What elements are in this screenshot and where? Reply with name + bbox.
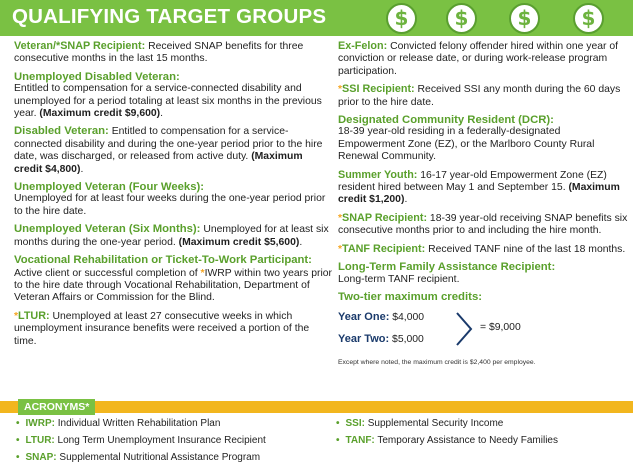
acronym-definition: Supplemental Nutritional Assistance Program: [56, 452, 261, 463]
year-one-value: $4,000: [389, 312, 425, 324]
group-label: LTUR:: [18, 309, 50, 322]
group-description: Entitled to compensation for a service-connected disability and unemployed for a period totaling at least six months in the previous year.: [14, 83, 322, 120]
asterisk-marker: *: [338, 84, 343, 96]
acronym-term: SSI:: [345, 418, 365, 429]
acronym-item: [16, 435, 266, 447]
group-ssi-recipient: [338, 83, 628, 109]
acronym-term: SNAP:: [25, 452, 57, 463]
acronym-item: [336, 418, 558, 430]
group-unemployed-veteran-four-weeks: [14, 181, 332, 218]
group-label: SSI Recipient:: [342, 83, 415, 96]
group-label: Veteran/*SNAP Recipient:: [14, 40, 146, 52]
group-label: SNAP Recipient:: [342, 211, 428, 224]
dollar-coin-icon: $: [386, 3, 417, 34]
acronym-item: [16, 418, 266, 430]
two-tier-credits: [338, 309, 628, 353]
group-label: Designated Community Resident (DCR):: [338, 114, 554, 127]
group-dcr: [338, 114, 628, 164]
group-label: Disabled Veteran:: [14, 125, 109, 138]
group-unemployed-veteran-six-months: [14, 223, 332, 249]
bullet-icon: •: [336, 418, 340, 429]
group-label: Summer Youth:: [338, 168, 418, 181]
acronyms-title: ACRONYMS*: [18, 399, 95, 415]
acronym-definition: Individual Written Rehabilitation Plan: [54, 418, 221, 429]
max-credit: (Maximum credit $4,800): [14, 151, 303, 175]
punctuation: .: [404, 194, 408, 206]
asterisk-marker: *: [200, 267, 205, 279]
group-description: Received SSI any month during the 60 days prior to the hire date.: [338, 84, 621, 108]
group-description: IWRP within two years prior to the hire date through Vocational Rehabilitation, Department of Veteran Affairs or Commission for the Blind.: [14, 267, 333, 304]
footnote: Except where noted, the maximum credit is $2,400 per employee.: [338, 359, 536, 367]
acronym-term: TANF:: [345, 435, 375, 446]
acronym-term: LTUR:: [25, 435, 55, 446]
max-credit: (Maximum credit $1,200): [338, 182, 620, 206]
group-description: Entitled to compensation for a service-connected disability and during the one-year period prior to the hire date, was discharged, or released from active duty.: [14, 126, 323, 163]
left-column: [14, 40, 332, 353]
acronym-item: [16, 452, 266, 464]
group-description: Unemployed for at least four weeks during the one-year period prior to the hire date.: [14, 193, 326, 217]
bullet-icon: •: [336, 435, 340, 446]
group-disabled-veteran: [14, 125, 332, 176]
two-tier-title: Two-tier maximum credits:: [338, 290, 483, 303]
punctuation: .: [299, 236, 303, 248]
group-veteran-snap: [14, 40, 332, 66]
group-tanf-recipient: [338, 243, 628, 256]
group-description: Unemployed at least 27 consecutive weeks in which unemployment insurance benefits were received a portion of the time.: [14, 310, 310, 347]
dollar-coin-icon: $: [573, 3, 604, 34]
group-description: Received TANF nine of the last 18 months.: [425, 243, 626, 255]
group-label: TANF Recipient:: [342, 242, 426, 255]
dollar-coin-icon: $: [509, 3, 540, 34]
acronyms-list-left: [16, 418, 266, 469]
max-credit: (Maximum credit $5,600): [178, 236, 300, 248]
header-banner: [0, 0, 633, 36]
group-vocational-rehabilitation: [14, 254, 332, 305]
dollar-coin-icon: $: [446, 3, 477, 34]
acronym-definition: Supplemental Security Income: [364, 418, 504, 429]
group-description: Active client or successful completion of: [14, 267, 201, 279]
punctuation: .: [80, 163, 84, 175]
bullet-icon: •: [16, 452, 20, 463]
group-label: Unemployed Veteran (Four Weeks):: [14, 181, 205, 194]
group-description: 16-17 year-old Empowerment Zone (EZ) resident hired between May 1 and September 15.: [338, 169, 607, 194]
group-label: Unemployed Veteran (Six Months):: [14, 223, 201, 236]
group-description: Unemployed for at least six months during the one-year period.: [14, 224, 329, 248]
group-description: 18-39 year-old receiving SNAP benefits six consecutive months prior to and including the hire month.: [338, 212, 628, 237]
year-two-row: [338, 333, 424, 346]
chevron-right-icon: [454, 311, 474, 347]
asterisk-marker: *: [14, 310, 19, 322]
page-title: QUALIFYING TARGET GROUPS: [12, 5, 327, 28]
group-label: Unemployed Disabled Veteran:: [14, 70, 180, 83]
group-description: 18-39 year-old residing in a federally-designated Empowerment Zone (EZ), or the Marlboro County Rural Renewal Community.: [338, 126, 595, 163]
two-tier-total: = $9,000: [480, 322, 521, 334]
year-one-label: Year One:: [338, 311, 390, 324]
group-description: Long-term TANF recipient.: [338, 273, 460, 285]
group-unemployed-disabled-veteran: [14, 71, 332, 121]
asterisk-marker: *: [338, 212, 343, 224]
year-one-row: [338, 311, 424, 324]
group-description: Received SNAP benefits for three consecutive months in the last 15 months.: [14, 41, 304, 65]
group-ex-felon: [338, 40, 628, 78]
acronym-term: IWRP:: [25, 418, 55, 429]
right-column: [338, 40, 628, 370]
bullet-icon: •: [16, 435, 20, 446]
group-label: Vocational Rehabilitation or Ticket-To-Work Participant:: [14, 254, 312, 267]
group-summer-youth: [338, 169, 628, 207]
asterisk-marker: *: [338, 243, 343, 255]
punctuation: .: [160, 108, 164, 120]
acronym-definition: Temporary Assistance to Needy Families: [374, 435, 558, 446]
group-description: Convicted felony offender hired within one year of conviction or release date, or during work-release program participation.: [338, 41, 619, 77]
year-two-value: $5,000: [389, 334, 424, 346]
acronyms-list-right: [336, 418, 558, 452]
group-ltur: [14, 310, 332, 348]
acronym-item: [336, 435, 558, 447]
bullet-icon: •: [16, 418, 20, 429]
group-long-term-family-assistance: [338, 261, 628, 286]
group-label: Ex-Felon:: [338, 40, 388, 52]
group-snap-recipient: [338, 212, 628, 238]
acronym-definition: Long Term Unemployment Insurance Recipient: [54, 435, 266, 446]
year-two-label: Year Two:: [338, 333, 390, 346]
group-label: Long-Term Family Assistance Recipient:: [338, 261, 556, 274]
max-credit: (Maximum credit $9,600): [39, 108, 161, 120]
